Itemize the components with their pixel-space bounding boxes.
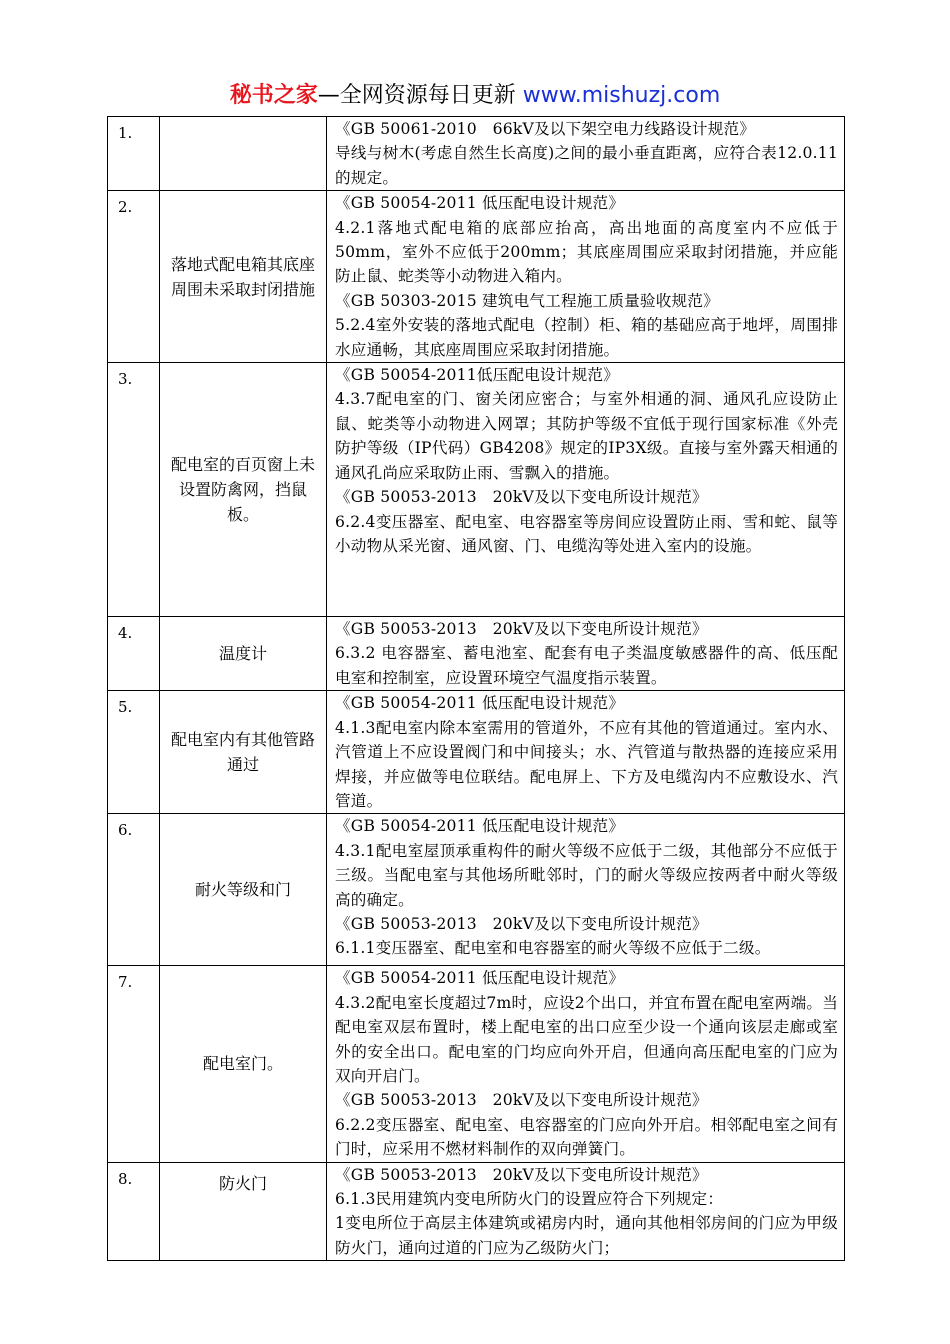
basis-line: 《GB 50054-2011 低压配电设计规范》 (335, 194, 625, 213)
row-number: 8. (108, 1162, 160, 1261)
table-row (108, 966, 845, 1162)
row-number: 7. (108, 966, 160, 1162)
basis-line: 《GB 50054-2011 低压配电设计规范》 (335, 694, 625, 713)
basis-line: 4.3.7配电室的门、窗关闭应密合；与室外相通的洞、通风孔应设防止鼠、蛇类等小动物进入网罩；其防护等级不宜低于现行国家标准《外壳防护等级（IP代码）GB4208》规定的IP3X级。直接与室外露天相通的通风孔尚应采取防止雨、雪飘入的措施。 (335, 390, 838, 482)
basis-line: 《GB 50053-2013 20kV及以下变电所设计规范》 (335, 914, 708, 933)
basis-line: 《GB 50053-2013 20kV及以下变电所设计规范》 (335, 1091, 708, 1110)
basis-line: 6.1.3民用建筑内变电所防火门的设置应符合下列规定： (335, 1189, 724, 1208)
issue-cell: 配电室内有其他管路通过 (160, 691, 327, 814)
basis-line: 6.2.2变压器室、配电室、电容器室的门应向外开启。相邻配电室之间有门时，应采用不燃材料制作的双向弹簧门。 (335, 1115, 838, 1159)
table-row (108, 691, 845, 814)
table-row (108, 814, 845, 966)
basis-line: 导线与树木(考虑自然生长高度)之间的最小垂直距离，应符合表12.0.11的规定。 (335, 144, 838, 187)
basis-line: 《GB 50061-2010 66kV及以下架空电力线路设计规范》 (335, 120, 756, 138)
basis-line: 《GB 50303-2015 建筑电气工程施工质量验收规范》 (335, 291, 719, 310)
basis-cell (327, 117, 845, 191)
basis-line: 《GB 50054-2011 低压配电设计规范》 (335, 969, 625, 988)
basis-line: 《GB 50054-2011低压配电设计规范》 (335, 366, 619, 385)
banner-brand: 秘书之家 (229, 83, 318, 108)
table-row (108, 191, 845, 363)
basis-cell (327, 363, 845, 617)
table-row (108, 617, 845, 691)
standards-table (107, 116, 845, 1261)
basis-cell (327, 191, 845, 363)
issue-cell: 落地式配电箱其底座周围未采取封闭措施 (160, 191, 327, 363)
table-row (108, 1162, 845, 1261)
basis-line: 《GB 50053-2013 20kV及以下变电所设计规范》 (335, 1165, 708, 1184)
banner-tagline: —全网资源每日更新 (317, 83, 523, 108)
table-row (108, 363, 845, 617)
basis-cell (327, 617, 845, 691)
issue-cell: 配电室的百页窗上未设置防禽网，挡鼠板。 (160, 363, 327, 617)
basis-cell (327, 691, 845, 814)
basis-line: 6.2.4变压器室、配电室、电容器室等房间应设置防止雨、雪和蛇、鼠等小动物从采光窗、通风窗、门、电缆沟等处进入室内的设施。 (335, 512, 838, 555)
row-number: 1. (108, 117, 160, 191)
basis-line: 6.3.2 电容器室、蓄电池室、配套有电子类温度敏感器件的高、低压配电室和控制室，应设置环境空气温度指示装置。 (335, 644, 838, 687)
table-row (108, 117, 845, 191)
basis-cell (327, 1162, 845, 1261)
basis-cell (327, 966, 845, 1162)
basis-line: 4.3.1配电室屋顶承重构件的耐火等级不应低于二级，其他部分不应低于三级。当配电室与其他场所毗邻时，门的耐火等级应按两者中耐火等级高的确定。 (335, 841, 838, 909)
issue-cell: 防火门 (160, 1162, 327, 1261)
basis-line: 《GB 50053-2013 20kV及以下变电所设计规范》 (335, 488, 708, 507)
basis-line: 4.2.1落地式配电箱的底部应抬高，高出地面的高度室内不应低于50mm，室外不应低于200mm；其底座周围应采取封闭措施，并应能防止鼠、蛇类等小动物进入箱内。 (335, 218, 838, 286)
row-number: 3. (108, 363, 160, 617)
row-number: 4. (108, 617, 160, 691)
basis-line: 《GB 50053-2013 20kV及以下变电所设计规范》 (335, 620, 708, 639)
basis-cell (327, 814, 845, 966)
basis-line: 5.2.4室外安装的落地式配电（控制）柜、箱的基础应高于地坪，周围排水应通畅，其底座周围应采取封闭措施。 (335, 316, 838, 359)
issue-cell: 温度计 (160, 617, 327, 691)
issue-cell: 耐火等级和门 (160, 814, 327, 966)
row-number: 2. (108, 191, 160, 363)
basis-line: 4.3.2配电室长度超过7m时，应设2个出口，并宜布置在配电室两端。当配电室双层布置时，楼上配电室的出口应至少设一个通向该层走廊或室外的安全出口。配电室的门均应向外开启，但通向高压配电室的门应为双向开启门。 (335, 993, 838, 1085)
basis-line: 6.1.1变压器室、配电室和电容器室的耐火等级不应低于二级。 (335, 939, 771, 958)
issue-cell (160, 117, 327, 191)
issue-cell: 配电室门。 (160, 966, 327, 1162)
site-banner (0, 80, 950, 112)
basis-line: 4.1.3配电室内除本室需用的管道外，不应有其他的管道通过。室内水、汽管道上不应设置阀门和中间接头；水、汽管道与散热器的连接应采用焊接，并应做等电位联结。配电屏上、下方及电缆沟内不应敷设水、汽管道。 (335, 718, 838, 810)
row-number: 5. (108, 691, 160, 814)
basis-line: 《GB 50054-2011 低压配电设计规范》 (335, 817, 625, 836)
row-number: 6. (108, 814, 160, 966)
banner-url[interactable]: www.mishuzj.com (522, 83, 721, 108)
basis-line: 1变电所位于高层主体建筑或裙房内时，通向其他相邻房间的门应为甲级防火门，通向过道的门应为乙级防火门； (335, 1214, 838, 1257)
